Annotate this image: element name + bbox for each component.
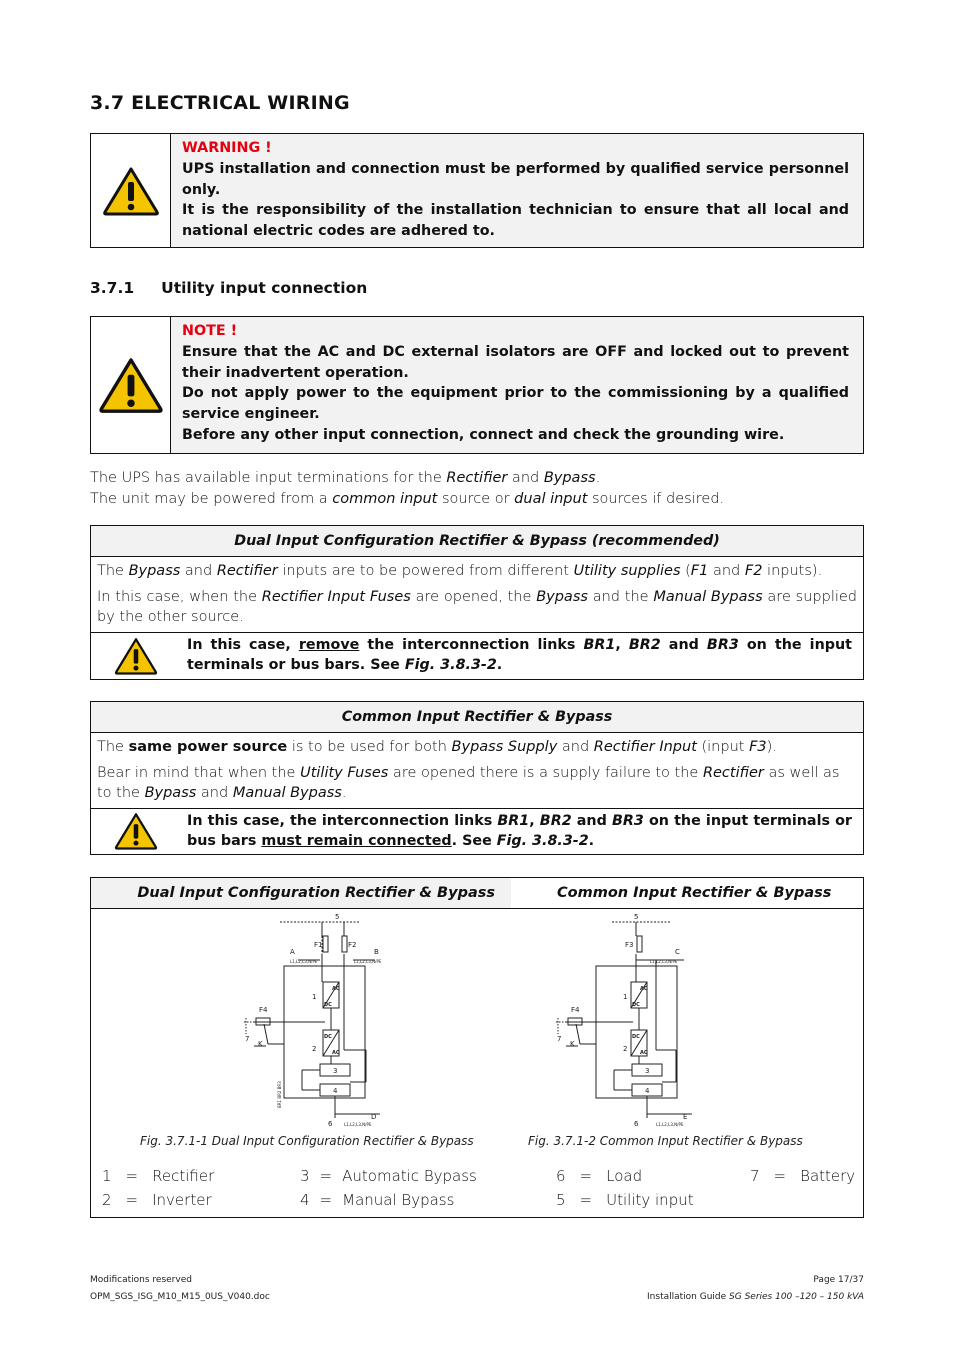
dual-input-p2: In this case, when the Rectifier Input Fuses are opened, the Bypass and the Manual Bypass are supplied by the other source. [97,588,857,625]
legend-item-6: 6 = Load [556,1167,643,1185]
diagram-label-2: 2 [312,1045,317,1053]
warning-icon-cell [91,134,171,247]
note-title: NOTE ! [182,323,238,339]
note-text [171,317,863,453]
diagram-label-b: B [374,948,379,956]
dual-input-wiring-diagram [240,910,390,1132]
common-input-table [90,701,864,855]
diagram-terminal-c: L1,L2,L3,N/PE [650,959,678,964]
intro-line-2: The unit may be powered from a common input source or dual input sources if desired. [90,491,725,507]
inverter-dc-label: DC [632,1034,640,1040]
rectifier-ac-label: AC [332,986,340,992]
diagram-label-3: 3 [333,1067,338,1075]
dual-input-p1: The Bypass and Rectifier inputs are to be powered from different Utility supplies (F1 and F2 inputs). [97,563,823,579]
legend-item-3: 3 = Automatic Bypass [300,1167,477,1185]
warning-icon-cell [91,633,181,679]
diagram-label-6: 6 [328,1120,333,1128]
figure-caption-right: Fig. 3.7.1-2 Common Input Rectifier & Bypass [528,1134,803,1148]
note-callout [90,316,864,454]
diagram-label-k: K [570,1040,575,1048]
footer-page-number: Page 17/37 [813,1275,864,1285]
diagram-label-7: 7 [557,1035,562,1043]
note-line-2: Do not apply power to the equipment prior to the commissioning by a qualified service engineer. [182,385,849,423]
warning-triangle-icon [102,166,160,216]
diagram-label-5: 5 [335,913,340,921]
rectifier-dc-label: DC [324,1002,332,1008]
footer-filename: OPM_SGS_ISG_M10_M15_0US_V040.doc [90,1292,270,1302]
diagram-label-3: 3 [645,1067,650,1075]
figure-caption-left: Fig. 3.7.1-1 Dual Input Configuration Rectifier & Bypass [140,1134,474,1148]
figure-left-header: Dual Input Configuration Rectifier & Bypass [91,878,511,908]
dual-input-warning-row [91,632,863,679]
diagram-terminal-d: L1,L2,L3,N/PE [344,1122,372,1127]
legend-item-5: 5 = Utility input [556,1191,694,1209]
diagram-label-c: C [675,948,680,956]
diagram-label-1: 1 [312,993,317,1001]
footer-modifications: Modifications reserved [90,1275,192,1285]
inverter-ac-label: AC [332,1050,340,1056]
section-heading: 3.7 ELECTRICAL WIRING [90,92,350,114]
dual-input-header: Dual Input Configuration Rectifier & Bypass (recommended) [91,526,863,557]
warning-triangle-icon [98,356,164,414]
diagram-label-4: 4 [333,1087,338,1095]
diagram-label-f4: F4 [571,1006,580,1014]
subsection-heading: 3.7.1 Utility input connection [90,279,368,297]
common-input-wiring-diagram [552,910,702,1132]
diagram-label-f2: F2 [348,941,357,949]
common-input-body [91,733,863,808]
warning-line-2: It is the responsibility of the installation technician to ensure that all local and national electric codes are adhered to. [182,202,849,240]
diagram-label-k: K [258,1040,263,1048]
warning-text [171,134,863,247]
note-line-1: Ensure that the AC and DC external isolators are OFF and locked out to prevent their inadvertent operation. [182,343,849,381]
footer-guide-title: Installation Guide SG Series 100 –120 – 150 kVA [647,1292,864,1302]
legend-item-1: 1 = Rectifier [102,1167,215,1185]
legend-item-4: 4 = Manual Bypass [300,1191,455,1209]
common-input-p2: Bear in mind that when the Utility Fuses are opened there is a supply failure to the Rectifier as well as to the Bypass and Manual Bypass. [97,764,840,801]
diagram-label-d: D [371,1113,377,1121]
common-input-header: Common Input Rectifier & Bypass [91,702,863,733]
legend-item-7: 7 = Battery [750,1167,856,1185]
common-input-p1: The same power source is to be used for both Bypass Supply and Rectifier Input (input F3). [97,739,777,755]
diagram-label-2: 2 [623,1045,628,1053]
dual-input-warning-text: In this case, remove the interconnection links BR1, BR2 and BR3 on the input terminals or bus bars. See Fig. 3.8.3-2. [187,636,852,673]
diagram-bridge-labels: BR1 BR2 BR3 [277,1081,282,1108]
warning-line-1: UPS installation and connection must be performed by qualified service personnel only. [182,160,849,198]
diagram-label-5: 5 [634,913,639,921]
diagram-terminal-a: L1,L2,L3,N/PE [290,959,318,964]
rectifier-dc-label: DC [632,1002,640,1008]
dual-input-table [90,525,864,680]
intro-paragraph [90,468,724,510]
diagram-label-f3: F3 [625,941,634,949]
warning-triangle-icon [111,812,161,850]
diagram-terminal-b: L1,L2,L3,N/PE [354,959,382,964]
common-input-warning-row [91,808,863,854]
diagram-label-4: 4 [645,1087,650,1095]
inverter-ac-label: AC [640,1050,648,1056]
warning-title: WARNING ! [182,140,272,156]
note-line-3: Before any other input connection, connect and check the grounding wire. [182,426,785,443]
intro-line-1: The UPS has available input terminations for the Rectifier and Bypass. [90,470,601,486]
diagram-label-a: A [290,948,295,956]
figure-header-row [91,878,863,909]
inverter-dc-label: DC [324,1034,332,1040]
legend-item-2: 2 = Inverter [102,1191,212,1209]
note-icon-cell [91,317,171,453]
warning-triangle-icon [111,637,161,675]
warning-icon-cell [91,809,181,854]
diagram-label-1: 1 [623,993,628,1001]
diagram-label-f1: F1 [314,941,323,949]
diagram-label-e: E [683,1113,688,1121]
diagram-terminal-e: L1,L2,L3,N/PE [656,1122,684,1127]
dual-input-body [91,557,863,632]
common-input-warning-text: In this case, the interconnection links BR1, BR2 and BR3 on the input terminals or bus bars must remain connected. See Fig. 3.8.3-2. [187,812,852,849]
diagram-label-6: 6 [634,1120,639,1128]
diagram-label-f4: F4 [259,1006,268,1014]
figure-right-header: Common Input Rectifier & Bypass [511,878,863,908]
rectifier-ac-label: AC [640,986,648,992]
warning-callout [90,133,864,248]
diagram-label-7: 7 [245,1035,250,1043]
